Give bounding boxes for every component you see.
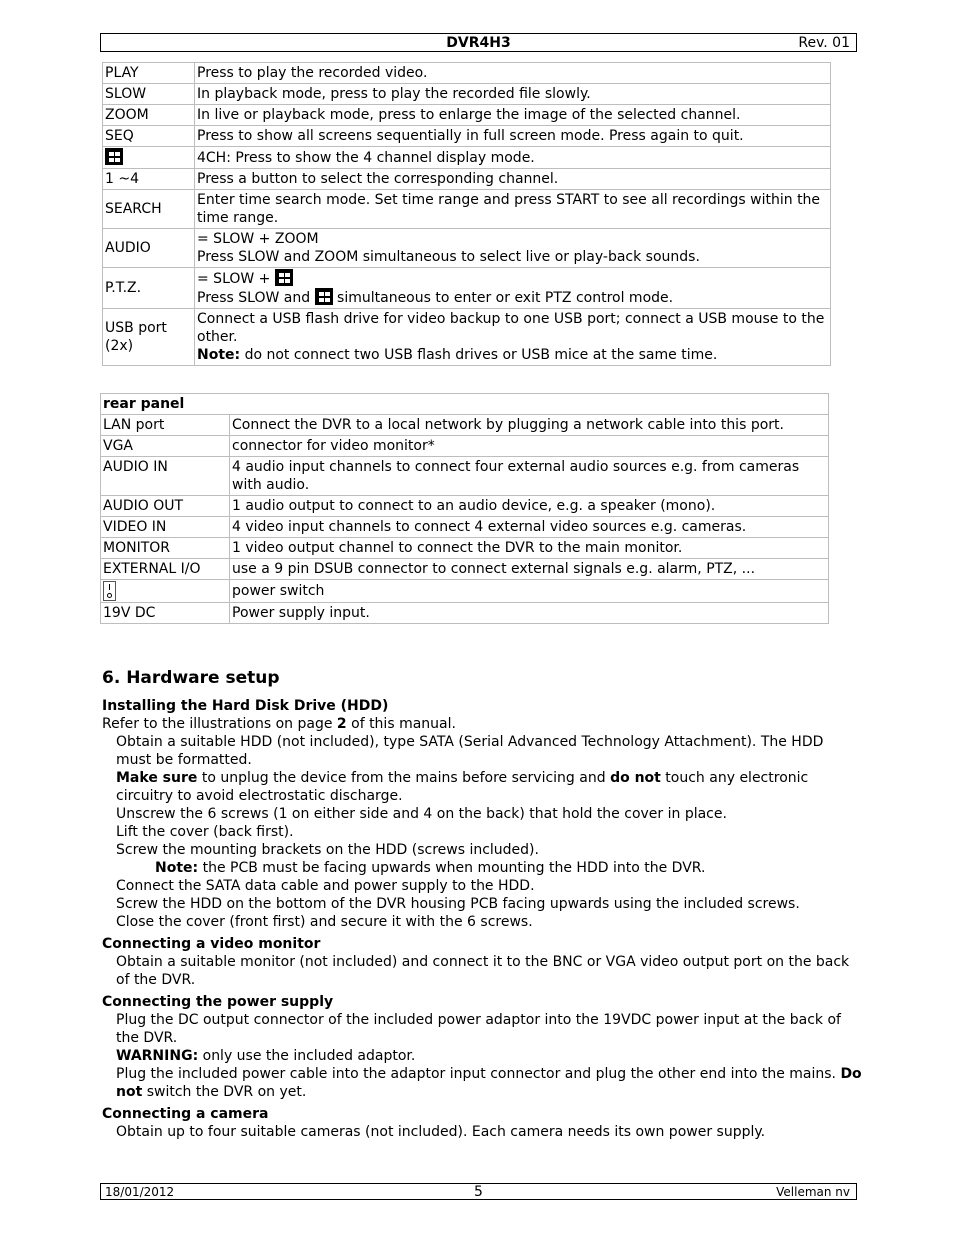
table-row [103,309,831,366]
table-row [101,580,829,603]
row-key: PLAY [103,63,195,84]
table-row [101,559,829,580]
page-header [100,33,857,52]
page-number: 5 [474,1184,483,1200]
text-run: Plug the DC output connector of the included power adaptor into the 19VDC power input at the back of the DVR. [116,1012,841,1046]
rear-panel-table [100,393,829,624]
page-footer [100,1183,857,1200]
row-key: VIDEO IN [101,517,230,538]
table-row [103,169,831,190]
table-title-row [101,394,829,415]
subheading: Installing the Hard Disk Drive (HDD) [102,698,389,714]
value-line: Press a button to select the corresponding channel. [197,171,559,187]
table-row [103,268,831,309]
ptz-text: simultaneous to enter or exit PTZ control mode. [337,290,674,306]
section-body [102,697,862,1141]
paragraph [102,841,862,859]
table-row [103,84,831,105]
value-line: In playback mode, press to play the recorded file slowly. [197,86,591,102]
table-row [103,105,831,126]
table-row [103,63,831,84]
row-key: SEQ [103,126,195,147]
row-key: SEARCH [103,190,195,229]
row-key: VGA [101,436,230,457]
power-switch-icon [103,581,116,601]
paragraph [102,769,862,805]
paragraph [102,953,862,989]
row-value [195,309,831,366]
subheading: Connecting a video monitor [102,936,321,952]
text-run: Obtain up to four suitable cameras (not included). Each camera needs its own power supply. [116,1124,766,1140]
row-value: power switch [230,580,829,603]
row-value: 4 video input channels to connect 4 external video sources e.g. cameras. [230,517,829,538]
paragraph [102,1011,862,1047]
row-key: LAN port [101,415,230,436]
table-row [103,147,831,169]
row-key: AUDIO IN [101,457,230,496]
row-key: 1 ~4 [103,169,195,190]
table-row [101,538,829,559]
quad-display-icon [105,148,123,165]
bold-text: do not [610,770,661,786]
paragraph [102,1123,862,1141]
row-value: Connect the DVR to a local network by plugging a network cable into this port. [230,415,829,436]
paragraph [102,733,862,769]
note-line [197,346,828,364]
row-value: Power supply input. [230,603,829,624]
table-title: rear panel [101,394,829,415]
value-line: Connect a USB flash drive for video backup to one USB port; connect a USB mouse to the other. [197,311,825,345]
row-value [195,268,831,309]
note-text: do not connect two USB flash drives or USB mice at the same time. [240,347,718,363]
text-run: Refer to the illustrations on page [102,716,337,732]
front-panel-table [102,62,831,366]
row-key: ZOOM [103,105,195,126]
text-run: Obtain a suitable monitor (not included) and connect it to the BNC or VGA video output port on the back of the DVR. [116,954,850,988]
row-value: connector for video monitor* [230,436,829,457]
row-value [195,126,831,147]
table-row [101,457,829,496]
ptz-line [197,288,828,307]
text-run: Obtain a suitable HDD (not included), type SATA (Serial Advanced Technology Attachment). The HDD must be formatted. [116,734,824,768]
ptz-line [197,269,828,288]
text-run: Close the cover (front first) and secure it with the 6 screws. [116,914,533,930]
row-value [195,229,831,268]
note-label: Note: [197,347,241,363]
value-line: In live or playback mode, press to enlarge the image of the selected channel. [197,107,741,123]
paragraph [102,823,862,841]
row-key [101,580,230,603]
paragraph [102,1047,862,1065]
row-value: use a 9 pin DSUB connector to connect external signals e.g. alarm, PTZ, ... [230,559,829,580]
row-value [195,147,831,169]
table-row [101,415,829,436]
row-key: SLOW [103,84,195,105]
ptz-text: = SLOW + [197,271,271,287]
row-value [195,84,831,105]
footer-date: 18/01/2012 [105,1185,175,1199]
row-key: USB port (2x) [103,309,195,366]
text-run: Plug the included power cable into the adaptor input connector and plug the other end into the mains. [116,1066,841,1082]
text-run: Screw the HDD on the bottom of the DVR housing PCB facing upwards using the included screws. [116,896,800,912]
paragraph [102,1065,862,1101]
row-key: EXTERNAL I/O [101,559,230,580]
subheading: Connecting the power supply [102,994,334,1010]
text-run: Connect the SATA data cable and power supply to the HDD. [116,878,535,894]
row-key: AUDIO [103,229,195,268]
bold-text: WARNING: [116,1048,199,1064]
quad-display-icon [275,269,293,286]
table-row [103,190,831,229]
section-title: 6. Hardware setup [102,668,280,688]
value-line: Enter time search mode. Set time range and press START to see all recordings within the time range. [197,192,821,226]
text-run: to unplug the device from the mains before servicing and [197,770,611,786]
bold-text: Do not [116,1066,862,1100]
bold-text: 2 [336,716,347,732]
paragraph [102,913,862,931]
value-line: Press to play the recorded video. [197,65,428,81]
row-value: 1 audio output to connect to an audio device, e.g. a speaker (mono). [230,496,829,517]
row-value [195,190,831,229]
table-row [101,436,829,457]
row-value [195,169,831,190]
value-line: 4CH: Press to show the 4 channel display mode. [197,149,535,166]
text-run: Screw the mounting brackets on the HDD (screws included). [116,842,539,858]
doc-title: DVR4H3 [446,35,511,51]
value-line: Press to show all screens sequentially in full screen mode. Press again to quit. [197,128,744,144]
table-row [101,496,829,517]
paragraph [102,895,862,913]
bold-text: Make sure [116,770,198,786]
table-row [103,126,831,147]
text-run: Lift the cover (back first). [116,824,294,840]
row-value [195,105,831,126]
text-run: Unscrew the 6 screws (1 on either side and 4 on the back) that hold the cover in place. [116,806,727,822]
row-value: 4 audio input channels to connect four external audio sources e.g. from cameras with audio. [230,457,829,496]
revision: Rev. 01 [798,35,850,51]
text-run: of this manual. [346,716,456,732]
bold-text: Note: [155,860,199,876]
paragraph [102,859,862,877]
text-run: only use the included adaptor. [198,1048,416,1064]
text-run: touch any electronic circuitry to avoid electrostatic discharge. [116,770,809,804]
text-run: switch the DVR on yet. [142,1084,307,1100]
value-line: = SLOW + ZOOM [197,231,319,247]
row-value: 1 video output channel to connect the DVR to the main monitor. [230,538,829,559]
row-key [103,147,195,169]
value-line: Press SLOW and ZOOM simultaneous to select live or play-back sounds. [197,249,700,265]
ptz-text: Press SLOW and [197,290,311,306]
table-row [101,517,829,538]
row-key: 19V DC [101,603,230,624]
paragraph [102,715,862,733]
row-value [195,63,831,84]
row-key: P.T.Z. [103,268,195,309]
row-key: AUDIO OUT [101,496,230,517]
footer-company: Velleman nv [776,1185,850,1199]
table-row [103,229,831,268]
table-row [101,603,829,624]
subheading: Connecting a camera [102,1106,269,1122]
text-run: the PCB must be facing upwards when mounting the HDD into the DVR. [198,860,706,876]
paragraph [102,805,862,823]
row-key: MONITOR [101,538,230,559]
paragraph [102,877,862,895]
quad-display-icon [315,288,333,305]
